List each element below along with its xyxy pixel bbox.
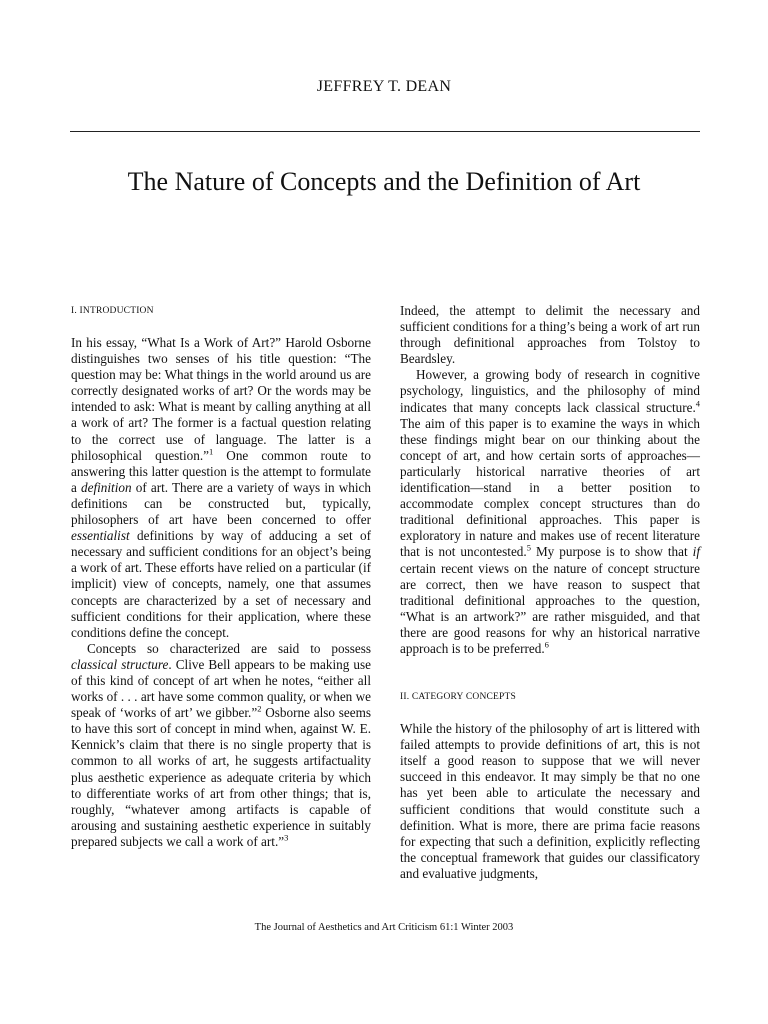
- paragraph-right-1: Indeed, the attempt to delimit the necessary and sufficient conditions for a thing’s being a work of art run through definitional approaches from Tolstoy to Beardsley.: [400, 303, 700, 367]
- footnote-ref-6: 6: [544, 639, 549, 650]
- paragraph-intro-2: Concepts so characterized are said to possess classical structure. Clive Bell appears to be making use of this kind of concept of art when he notes, “either all works of . . . art have some common quality, or when we speak of ‘works of art’ we gibber.”$^2$ Osborne also seems to have this sort of concept in mind when, against W. E. Kennick’s claim that there is no single property that is common to all works of art, he suggests artifactuality plus aesthetic experience as adequate criteria by which to differentiate works of art from other things; that is, roughly, “whatever among artifacts is capable of arousing and sustaining aesthetic experience in suitably prepared subjects we call a work of art.”$^3$: [71, 640, 371, 849]
- footnote-ref-1: 1: [208, 446, 214, 457]
- section-heading-introduction: I. INTRODUCTION: [71, 306, 154, 316]
- footnote-ref-2: 2: [257, 703, 262, 714]
- footnote-ref-3: 3: [284, 832, 289, 843]
- paragraph-intro-1: In his essay, “What Is a Work of Art?” Harold Osborne distinguishes two senses of his title question: “The question may be: What things in the world around us are correctly designated works of art? Or the words may be intended to ask: What is meant by calling anything at all a work of art? The former is a factual question relating to the correct use of language. The latter is a philosophical question.”$^1$ One common route to answering this latter question is the attempt to formulate a definition of art. There are a variety of ways in which definitions can be constructed but, typically, philosophers of art have been concerned to offer essentialist definitions by way of adducing a set of necessary and sufficient conditions for an object’s being a work of art. These efforts have relied on a particular (if implicit) view of concepts, namely, one that assumes concepts are characterized by a set of necessary and sufficient conditions for their application, where these conditions define the concept.: [71, 335, 371, 640]
- section-heading-category-concepts: II. CATEGORY CONCEPTS: [400, 692, 517, 703]
- footnote-ref-4: 4: [695, 398, 700, 409]
- article-title: The Nature of Concepts and the Definition of Art: [127, 167, 641, 196]
- right-column: [400, 303, 700, 882]
- author-name: JEFFREY T. DEAN: [316, 78, 452, 95]
- footnote-ref-5: 5: [526, 543, 531, 554]
- paragraph-category-1: While the history of the philosophy of art is littered with failed attempts to provide definitions of art, this is not itself a good reason to suppose that we will never succeed in this endeavor. It may simply be that no one has yet been able to articulate the necessary and sufficient conditions that would constitute such a definition. What is more, there are prima facie reasons for expecting that such a definition, explicitly reflecting the conceptual framework that guides our classificatory and evaluative judgments,: [400, 721, 700, 881]
- journal-footer: The Journal of Aesthetics and Art Criticism 61:1 Winter 2003: [254, 922, 514, 933]
- title-rule: [70, 131, 700, 132]
- left-column: [71, 303, 371, 850]
- paragraph-right-2: However, a growing body of research in cognitive psychology, linguistics, and the philosophy of mind indicates that many concepts lack classical structure.$^4$ The aim of this paper is to examine the ways in which these findings might bear on our thinking about the concept of art, and how certain sorts of approaches—particularly historical narrative theories of art identification—stand in a better position to accommodate complex concept structures than do traditional definitional approaches. This paper is exploratory in nature and makes use of recent literature that is not uncontested.$^5$ My purpose is to show that if certain recent views on the nature of concept structure are correct, then we have reason to suspect that traditional definitional approaches to the question, “What is an artwork?” are rather misguided, and that there are good reasons for why an historical narrative approach is to be preferred.$^6$: [400, 367, 700, 656]
